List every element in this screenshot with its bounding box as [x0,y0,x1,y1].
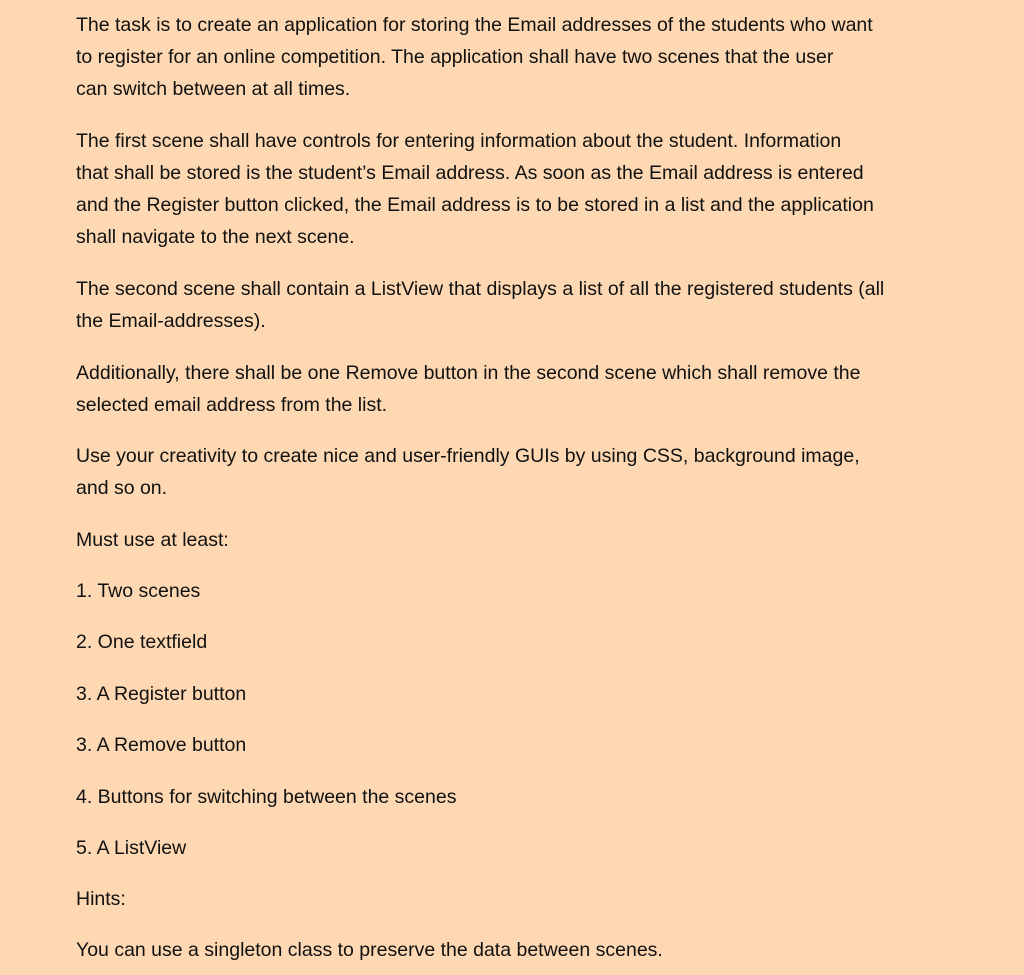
creativity-line-2: and so on. [76,477,168,499]
intro-line-2: to register for an online competition. The application shall have two scenes that the user [76,46,834,68]
requirement-item: 5. A ListView [76,837,187,859]
requirement-item: 1. Two scenes [76,580,201,602]
scene2-line-1: The second scene shall contain a ListView that displays a list of all the registered students (all [76,278,885,300]
requirement-item: 2. One textfield [76,631,208,653]
scene2-paragraph [76,273,976,337]
requirement-item: 3. A Remove button [76,734,247,756]
creativity-line-1: Use your creativity to create nice and user-friendly GUIs by using CSS, background image, [76,445,860,467]
scene1-paragraph [76,125,976,253]
scene2-line-2: the Email-addresses). [76,310,266,332]
must-use-heading: Must use at least: [76,529,229,551]
intro-line-3: can switch between at all times. [76,78,351,100]
scene1-line-4: shall navigate to the next scene. [76,226,355,248]
scene1-line-1: The first scene shall have controls for entering information about the student. Information [76,130,842,152]
hint-text: You can use a singleton class to preserve the data between scenes. [76,939,663,961]
remove-line-1: Additionally, there shall be one Remove button in the second scene which shall remove the [76,362,861,384]
creativity-paragraph [76,440,976,504]
remove-paragraph [76,357,976,421]
hints-heading: Hints: [76,888,126,910]
scene1-line-2: that shall be stored is the student’s Email address. As soon as the Email address is entered [76,162,864,184]
requirement-item: 4. Buttons for switching between the scenes [76,786,457,808]
intro-line-1: The task is to create an application for storing the Email addresses of the students who want [76,14,873,36]
scene1-line-3: and the Register button clicked, the Email address is to be stored in a list and the application [76,194,874,216]
remove-line-2: selected email address from the list. [76,394,388,416]
intro-paragraph [76,9,976,105]
requirement-item: 3. A Register button [76,683,247,705]
